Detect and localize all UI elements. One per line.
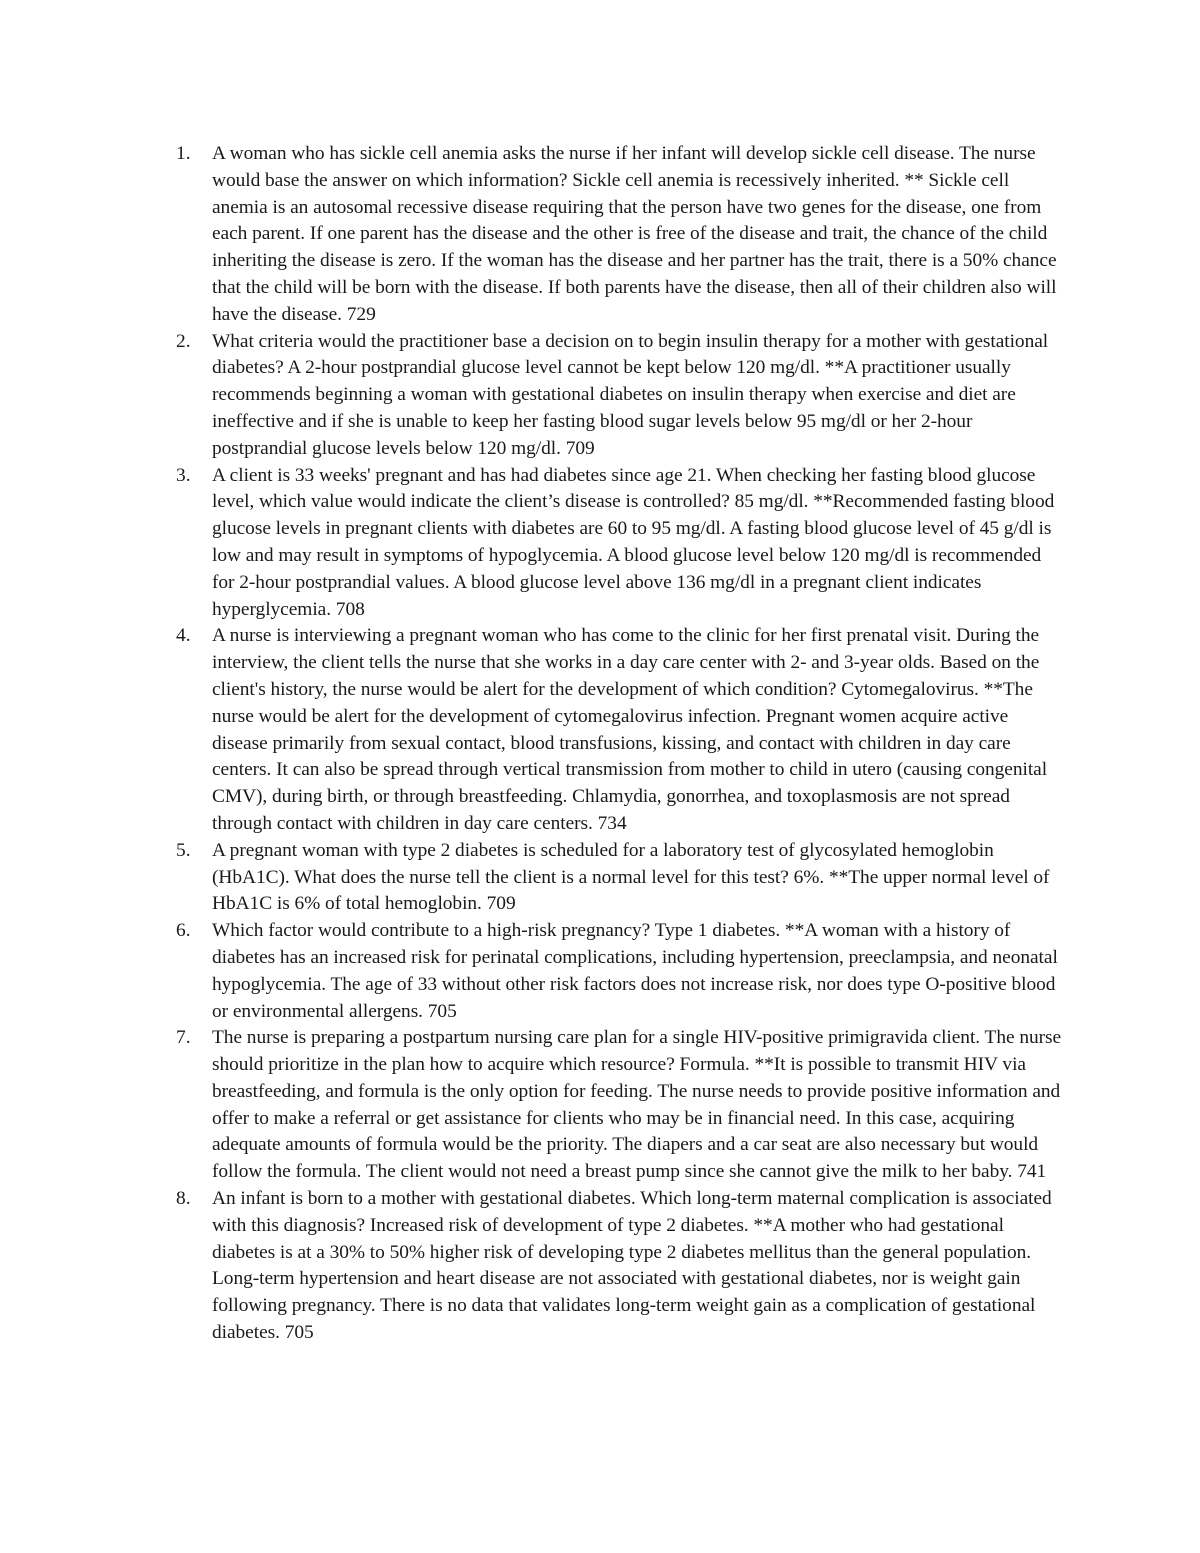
question-number: 5. (176, 839, 191, 861)
list-item (0, 1186, 1062, 1347)
question-text: A nurse is interviewing a pregnant woman who has come to the clinic for her first prenatal visit. During the interview, the client tells the nurse that she works in a day care center with 2- and 3-year olds. Based on the client's history, the nurse would be alert for the development of which condition? Cytomegalovirus. **The nurse would be alert for the development of cytomegalovirus infection. Pregnant women acquire active disease primarily from sexual contact, blood transfusions, kissing, and contact with children in day care centers. It can also be spread through vertical transmission from mother to child in utero (causing congenital CMV), during birth, or through breastfeeding. Chlamydia, gonorrhea, and toxoplasmosis are not spread through contact with children in day care centers. 734 (212, 625, 1048, 834)
question-number: 7. (176, 1027, 191, 1049)
question-text: A woman who has sickle cell anemia asks the nurse if her infant will develop sickle cell disease. The nurse would base the answer on which information? Sickle cell anemia is recessively inherited. ** Sickle cell anemia is an autosomal recessive disease requiring that the person have two genes for the disease, one from each parent. If one parent has the disease and the other is free of the disease and trait, the chance of the child inheriting the disease is zero. If the woman has the disease and her partner has the trait, there is a 50% chance that the child will be born with the disease. If both parents have the disease, then all of their children also will have the disease. 729 (212, 143, 1057, 325)
list-item (0, 463, 1062, 624)
list-item (0, 329, 1062, 463)
question-text: What criteria would the practitioner base a decision on to begin insulin therapy for a mother with gestational diabetes? A 2-hour postprandial glucose level cannot be kept below 120 mg/dl. **A practitioner usually recommends beginning a woman with gestational diabetes on insulin therapy when exercise and diet are ineffective and if she is unable to keep her fasting blood sugar levels below 95 mg/dl or her 2-hour postprandial glucose levels below 120 mg/dl. 709 (212, 330, 1049, 459)
list-item (0, 623, 1062, 837)
list-item (0, 141, 1062, 329)
question-number: 1. (176, 143, 191, 164)
question-text: A client is 33 weeks' pregnant and has had diabetes since age 21. When checking her fasting blood glucose level, which value would indicate the client’s disease is controlled? 85 mg/dl. **Recommended fasting blood glucose levels in pregnant clients with diabetes are 60 to 95 mg/dl. A fasting blood glucose level of 45 g/dl is low and may result in symptoms of hypoglycemia. A blood glucose level below 120 mg/dl is recommended for 2-hour postprandial values. A blood glucose level above 136 mg/dl in a pregnant client indicates hyperglycemia. 708 (212, 464, 1055, 620)
question-text: The nurse is preparing a postpartum nursing care plan for a single HIV-positive primigravida client. The nurse should prioritize in the plan how to acquire which resource? Formula. **It is possible to transmit HIV via breastfeeding, and formula is the only option for feeding. The nurse needs to provide positive information and offer to make a referral or get assistance for clients who may be in financial need. In this case, acquiring adequate amounts of formula would be the priority. The diapers and a car seat are also necessary but would follow the formula. The client would not need a breast pump since she cannot give the milk to her baby. 741 (212, 1027, 1062, 1183)
list-item (0, 838, 1062, 918)
question-number: 4. (176, 625, 191, 647)
question-number: 6. (176, 920, 191, 942)
question-text: Which factor would contribute to a high-risk pregnancy? Type 1 diabetes. **A woman with a history of diabetes has an increased risk for perinatal complications, including hypertension, preeclampsia, and neonatal hypoglycemia. The age of 33 without other risk factors does not increase risk, nor does type O-positive blood or environmental allergens. 705 (212, 920, 1058, 1022)
question-list (0, 141, 1200, 1347)
list-item (0, 1025, 1062, 1186)
question-number: 8. (176, 1188, 191, 1210)
question-text: An infant is born to a mother with gestational diabetes. Which long-term maternal complication is associated with this diagnosis? Increased risk of development of type 2 diabetes. **A mother who had gestational diabetes is at a 30% to 50% higher risk of developing type 2 diabetes mellitus than the general population. Long-term hypertension and heart disease are not associated with gestational diabetes, nor is weight gain following pregnancy. There is no data that validates long-term weight gain as a complication of gestational diabetes. 705 (212, 1188, 1052, 1344)
list-item (0, 918, 1062, 1025)
question-number: 2. (176, 330, 191, 352)
question-number: 3. (176, 464, 191, 486)
question-text: A pregnant woman with type 2 diabetes is scheduled for a laboratory test of glycosylated hemoglobin (HbA1C). What does the nurse tell the client is a normal level for this test? 6%. **The upper normal level of HbA1C is 6% of total hemoglobin. 709 (212, 839, 1050, 915)
